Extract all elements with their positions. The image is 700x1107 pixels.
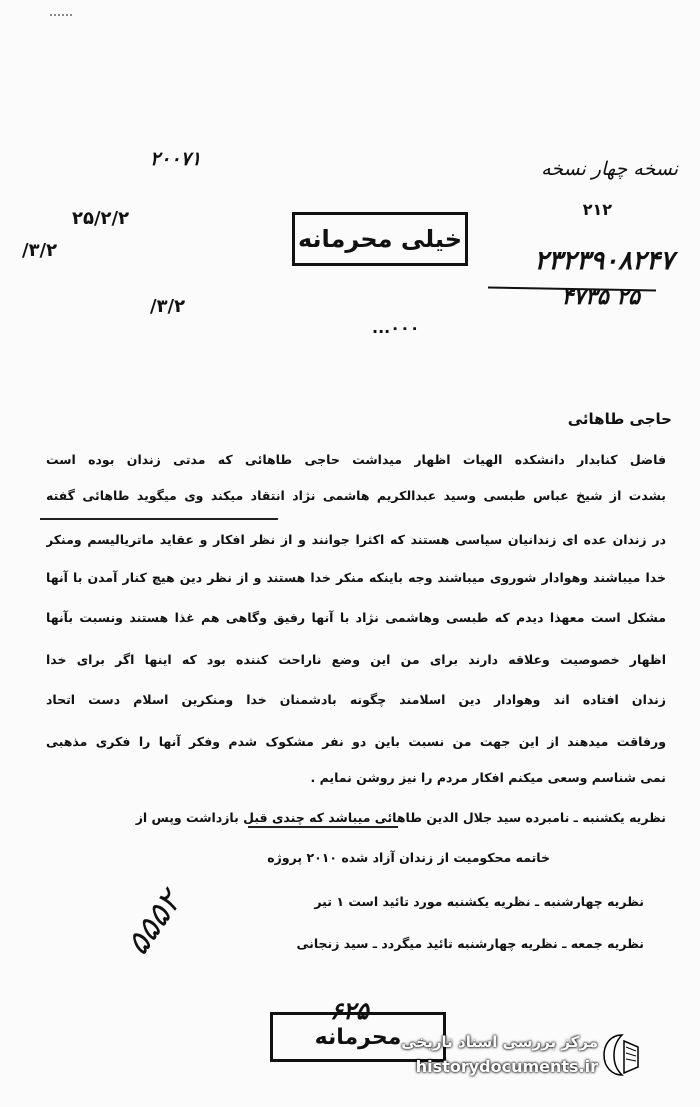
report-wednesday: نظریه چهارشنبه ـ نظریه یکشنبه مورد تائید است ۱ تیر: [314, 894, 644, 909]
sub-number: ۴۷۳۵ ۲۵: [561, 284, 640, 310]
letter-line: ورفاقت میدهند از این جهت من نسبت باین دو نفر مشکوک شدم وفکر آنها را فکری مذهبی: [46, 734, 666, 749]
copies-label: نسخه چهار نسخه: [541, 158, 678, 180]
letter-line: بشدت از شیخ عباس طبسی وسید عبدالکریم هاشمی نژاد انتقاد میکند وی میگوید طاهائی گفته: [46, 488, 666, 503]
watermark: [401, 1029, 642, 1085]
report-friday: نظریه جمعه ـ نظریه چهارشنبه تائید میگردد ـ سید زنجانی: [296, 936, 644, 951]
side-handwritten-number: ۵۵۵۲: [118, 883, 189, 962]
name-underline-2: [248, 826, 398, 828]
stamp-number: ۶۲۵: [330, 996, 369, 1025]
registration-number: ۲۳۲۳۹۰۸۲۴۷: [534, 246, 674, 276]
letter-line: اظهار خصوصیت وعلاقه دارند برای من این وضع ناراحت کننده بود که اینها اگر برای خدا: [46, 652, 666, 667]
letter-line: فاضل کنابدار دانشکده الهیات اظهار میداشت حاجی طاهائی که مدتی زندان بوده است: [46, 452, 666, 467]
document-number: ۲۰۰۷۱: [150, 148, 202, 170]
salutation: حاجی طاهائی: [567, 410, 672, 428]
top-secret-stamp: [292, 212, 468, 266]
date-left: ۲۵/۲/۲: [72, 208, 130, 229]
letter-line: زندان افتاده اند وهوادار دین اسلامند چگونه بادشمنان خدا ومنکرین اسلام دست اتحاد: [46, 692, 666, 707]
watermark-title: مرکز بررسی اسناد تاریخی: [401, 1033, 598, 1051]
corner-smudge: [50, 0, 72, 16]
copies-number: ۲۱۲: [582, 200, 612, 219]
letter-line: خدا میباشند وهوادار شوروی میباشند وجه باینکه منکر خدا هستند و از نظر دین هیچ کنار آمدن با آنها: [46, 570, 666, 585]
name-underline: [40, 518, 278, 520]
date-mid: /۳/۲: [22, 240, 58, 261]
letter-line: مشکل است معهذا دیدم که طبسی وهاشمی نژاد با آنها رفیق وگاهی هم غذا هستند ونسبت بآنها: [46, 610, 666, 625]
secret-stamp-text: محرمانه: [314, 1024, 402, 1050]
top-secret-stamp-text: خیلی محرمانه: [297, 225, 463, 253]
watermark-url: historydocuments.ir: [415, 1057, 598, 1076]
report-sunday: نظریه یکشنبه ـ نامبرده سید جلال الدین طاهائی میباشد که چندی قبل بازداشت وپس از: [135, 810, 666, 825]
letter-line: نمی شناسم وسعی میکنم افکار مردم را نیز روشن نمایم .: [310, 770, 666, 785]
dots-mark: ...۰۰۰: [372, 318, 420, 337]
letter-line: در زندان عده ای زندانیان سیاسی هستند که اکثرا جوانند و از نظر افکار و عقاید ماتریالیسم ومنکر: [46, 532, 666, 547]
report-continuation: خاتمه محکومیت از زندان آزاد شده ۲۰۱۰ پروژه: [267, 850, 550, 865]
archive-logo-icon: [602, 1033, 642, 1077]
date-bottom: /۳/۲: [150, 296, 186, 317]
